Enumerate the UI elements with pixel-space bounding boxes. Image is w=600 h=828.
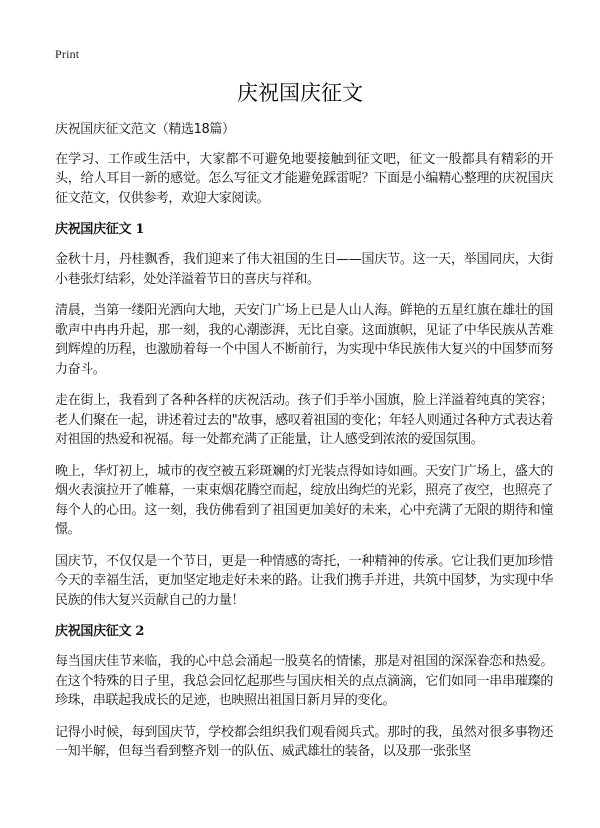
intro-paragraph: 在学习、工作或生活中，大家都不可避免地要接触到征文吧，征文一般都具有精彩的开头，给人耳目一新的感觉。怎么写征文才能避免踩雷呢？下面是小编精心整理的庆祝国庆征文范文，仅供参考，欢迎大家阅读。 xyxy=(55,151,553,206)
print-link[interactable]: Print xyxy=(55,47,80,61)
document-subtitle: 庆祝国庆征文范文（精选18篇） xyxy=(55,122,235,137)
body-paragraph: 清晨，当第一缕阳光洒向大地，天安门广场上已是人山人海。鲜艳的五星红旗在雄壮的国歌声中冉冉升起，那一刻，我的心潮澎湃，无比自豪。这面旗帜，见证了中华民族从苦难到辉煌的历程，也激励着每一个中国人不断前行，为实现中华民族伟大复兴的中国梦而努力奋斗。 xyxy=(55,303,553,377)
body-paragraph: 记得小时候，每到国庆节，学校都会组织我们观看阅兵式。那时的我，虽然对很多事物还一知半解，但每当看到整齐划一的队伍、威武雄壮的装备，以及那一张张坚 xyxy=(55,724,553,759)
section-heading-2: 庆祝国庆征文 2 xyxy=(55,624,145,639)
document-title: 庆祝国庆征文 xyxy=(237,81,363,105)
body-paragraph: 走在街上，我看到了各种各样的庆祝活动。孩子们手举小国旗，脸上洋溢着纯真的笑容；老人们聚在一起，讲述着过去的"故事，感叹着祖国的变化；年轻人则通过各种方式表达着对祖国的热爱和祝福。每一处都充满了正能量，让人感受到浓浓的爱国氛围。 xyxy=(55,393,553,447)
body-paragraph: 金秋十月，丹桂飘香，我们迎来了伟大祖国的生日——国庆节。这一天，举国同庆，大街小巷张灯结彩，处处洋溢着节日的喜庆与祥和。 xyxy=(55,252,553,287)
body-paragraph: 晚上，华灯初上，城市的夜空被五彩斑斓的灯光装点得如诗如画。天安门广场上，盛大的烟火表演拉开了帷幕，一束束烟花腾空而起，绽放出绚烂的光彩，照亮了夜空，也照亮了每个人的心田。这一刻，我仿佛看到了祖国更加美好的未来，心中充满了无限的期待和憧憬。 xyxy=(55,463,553,537)
document-body xyxy=(55,120,553,774)
section-heading-1: 庆祝国庆征文 1 xyxy=(55,222,145,237)
body-paragraph: 每当国庆佳节来临，我的心中总会涌起一股莫名的情愫，那是对祖国的深深眷恋和热爱。在这个特殊的日子里，我总会回忆起那些与国庆相关的点点滴滴，它们如同一串串璀璨的珍珠，串联起我成长的足迹，也映照出祖国日新月异的变化。 xyxy=(55,654,553,708)
body-paragraph: 国庆节，不仅仅是一个节日，更是一种情感的寄托，一种精神的传承。它让我们更加珍惜今天的幸福生活，更加坚定地走好未来的路。让我们携手并进，共筑中国梦，为实现中华民族的伟大复兴贡献自己的力量！ xyxy=(55,553,553,608)
